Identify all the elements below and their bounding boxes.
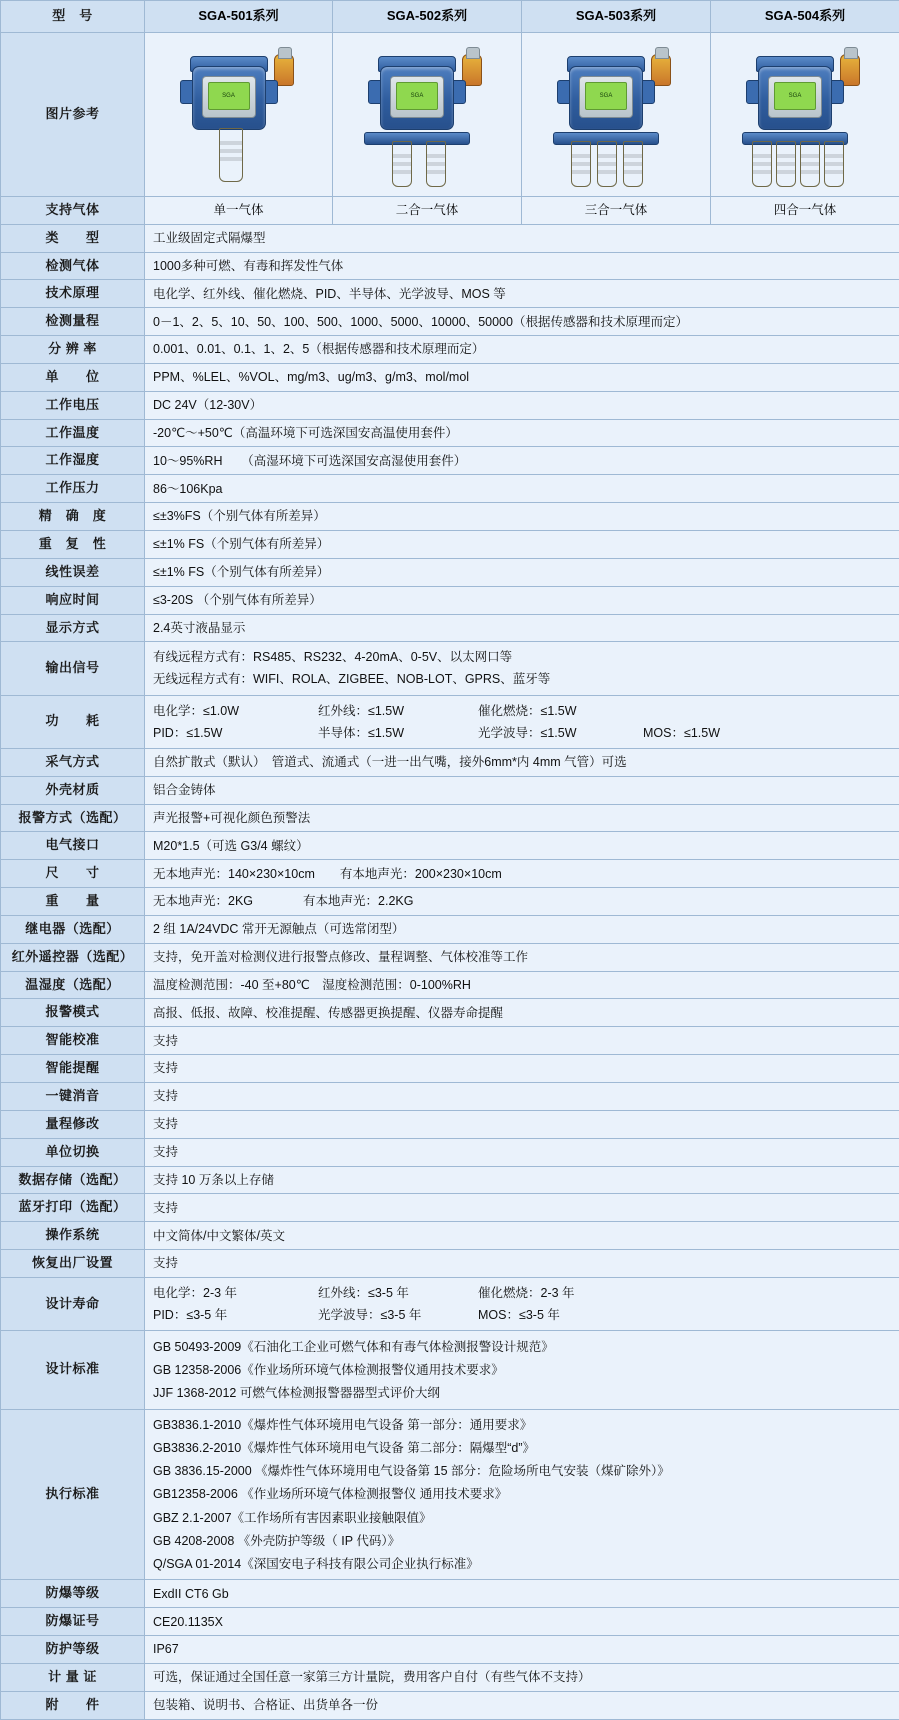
sensor-probe <box>219 128 243 182</box>
row-value-output-signal <box>145 642 899 695</box>
row-value: 0.001、0.01、0.1、1、2、5（根据传感器和技术原理而定） <box>145 336 899 364</box>
row-value: 铝合金铸体 <box>145 776 899 804</box>
standard-item: GB3836.2-2010《爆炸性气体环境用电气设备 第二部分：隔爆型“d”》 <box>153 1437 891 1460</box>
row-label: 防爆等级 <box>1 1580 145 1608</box>
table-row-design-standards <box>1 1331 899 1409</box>
table-row <box>1 503 899 531</box>
row-label: 工作温度 <box>1 419 145 447</box>
table-row-output-signal <box>1 642 899 695</box>
table-row <box>1 308 899 336</box>
row-value: 声光报警+可视化颜色预警法 <box>145 804 899 832</box>
row-label: 采气方式 <box>1 748 145 776</box>
row-value: 自然扩散式（默认） 管道式、流通式（一进一出气嘴，接外6mm*内 4mm 气管）可选 <box>145 748 899 776</box>
row-label-exec-standards: 执行标准 <box>1 1409 145 1580</box>
row-label: 单位切换 <box>1 1138 145 1166</box>
gas-support-2: 二合一气体 <box>333 196 522 224</box>
table-row <box>1 586 899 614</box>
table-row <box>1 888 899 916</box>
row-label-gas-support: 支持气体 <box>1 196 145 224</box>
standard-item: GBZ 2.1-2007《工作场所有害因素职业接触限值》 <box>153 1506 891 1529</box>
life-item: 光学波导：≤3-5 年 <box>318 1306 478 1324</box>
table-row <box>1 530 899 558</box>
sensor-probe <box>623 141 643 187</box>
sensor-probe <box>571 141 591 187</box>
row-value: 2 组 1A/24VDC 常开无源触点（可选常闭型） <box>145 915 899 943</box>
row-label: 继电器（选配） <box>1 915 145 943</box>
table-row <box>1 419 899 447</box>
model-cell-3: SGA-503系列 <box>522 1 711 33</box>
power-item: MOS：≤1.5W <box>643 724 720 742</box>
life-line-2 <box>153 1304 891 1326</box>
sensor-probe <box>776 141 796 187</box>
row-label: 计 量 证 <box>1 1663 145 1691</box>
table-row <box>1 1110 899 1138</box>
table-row <box>1 1222 899 1250</box>
power-line-1 <box>153 700 891 722</box>
row-value: 可选，保证通过全国任意一家第三方计量院，费用客户自付（有些气体不支持） <box>145 1663 899 1691</box>
standard-item: JJF 1368-2012 可燃气体检测报警器器型式评价大纲 <box>153 1381 891 1404</box>
sensor-probe <box>426 141 446 187</box>
row-label: 类 型 <box>1 224 145 252</box>
table-row <box>1 1608 899 1636</box>
row-value: ExdII CT6 Gb <box>145 1580 899 1608</box>
row-label: 报警模式 <box>1 999 145 1027</box>
gas-support-1: 单一气体 <box>145 196 333 224</box>
row-label: 温湿度（选配） <box>1 971 145 999</box>
row-label: 检测量程 <box>1 308 145 336</box>
row-value: 工业级固定式隔爆型 <box>145 224 899 252</box>
row-label: 数据存储（选配） <box>1 1166 145 1194</box>
product-image-2 <box>333 32 522 196</box>
power-line-2 <box>153 722 891 744</box>
row-label: 防爆证号 <box>1 1608 145 1636</box>
row-value: ≤±1% FS（个别气体有所差异） <box>145 530 899 558</box>
sensor-probe <box>597 141 617 187</box>
row-value: 支持 <box>145 1055 899 1083</box>
row-value: 支持 <box>145 1138 899 1166</box>
row-label: 红外遥控器（选配） <box>1 943 145 971</box>
life-item: 电化学：2-3 年 <box>153 1284 318 1302</box>
row-label: 分 辨 率 <box>1 336 145 364</box>
table-row <box>1 1636 899 1664</box>
life-item: MOS：≤3-5 年 <box>478 1306 560 1324</box>
table-row <box>1 558 899 586</box>
row-label: 一键消音 <box>1 1082 145 1110</box>
table-row <box>1 1663 899 1691</box>
row-value: 支持，免开盖对检测仪进行报警点修改、量程调整、气体校准等工作 <box>145 943 899 971</box>
row-label: 工作电压 <box>1 391 145 419</box>
sensor-probe <box>752 141 772 187</box>
row-value: 支持 <box>145 1110 899 1138</box>
standard-item: Q/SGA 01-2014《深国安电子科技有限公司企业执行标准》 <box>153 1552 891 1575</box>
row-label: 技术原理 <box>1 280 145 308</box>
row-value: 温度检测范围：-40 至+80℃ 湿度检测范围：0-100%RH <box>145 971 899 999</box>
device-manifold <box>364 132 470 145</box>
table-row <box>1 363 899 391</box>
row-value: ≤±3%FS（个别气体有所差异） <box>145 503 899 531</box>
row-value: 高报、低报、故障、校准提醒、传感器更换提醒、仪器寿命提醒 <box>145 999 899 1027</box>
table-row <box>1 860 899 888</box>
row-value: 无本地声光：2KG 有本地声光：2.2KG <box>145 888 899 916</box>
table-row-exec-standards <box>1 1409 899 1580</box>
product-image-4 <box>711 32 899 196</box>
output-line-wired: 有线远程方式有：RS485、RS232、4-20mA、0-5V、以太网口等 <box>153 646 891 668</box>
gas-support-3: 三合一气体 <box>522 196 711 224</box>
life-item: 催化燃烧：2-3 年 <box>478 1284 575 1302</box>
output-line-wireless: 无线远程方式有：WIFI、ROLA、ZIGBEE、NOB-LOT、GPRS、蓝牙等 <box>153 668 891 690</box>
row-value: DC 24V（12-30V） <box>145 391 899 419</box>
row-label: 智能校准 <box>1 1027 145 1055</box>
row-value-design-life <box>145 1277 899 1330</box>
table-row <box>1 252 899 280</box>
device-illustration-502 <box>352 40 502 188</box>
table-row <box>1 1138 899 1166</box>
table-row <box>1 999 899 1027</box>
row-label-output-signal: 输出信号 <box>1 642 145 695</box>
row-label: 防护等级 <box>1 1636 145 1664</box>
row-label: 重 量 <box>1 888 145 916</box>
table-row <box>1 224 899 252</box>
product-image-1 <box>145 32 333 196</box>
table-row <box>1 1691 899 1719</box>
row-label: 工作压力 <box>1 475 145 503</box>
model-cell-1: SGA-501系列 <box>145 1 333 33</box>
row-label: 尺 寸 <box>1 860 145 888</box>
standard-item: GB 3836.15-2000 《爆炸性气体环境用电气设备第 15 部分：危险场所电气安装（煤矿除外）》 <box>153 1460 891 1483</box>
sensor-probe <box>392 141 412 187</box>
table-row <box>1 447 899 475</box>
row-value-exec-standards <box>145 1409 899 1580</box>
power-item: 光学波导：≤1.5W <box>478 724 643 742</box>
table-row-model <box>1 1 899 33</box>
row-value: 0－1、2、5、10、50、100、500、1000、5000、10000、50000（根据传感器和技术原理而定） <box>145 308 899 336</box>
table-row-gas-support <box>1 196 899 224</box>
power-item: 半导体：≤1.5W <box>318 724 478 742</box>
row-value: 支持 <box>145 1250 899 1278</box>
table-row <box>1 1194 899 1222</box>
row-value: -20℃～+50℃（高温环境下可选深国安高温使用套件） <box>145 419 899 447</box>
power-item: 电化学：≤1.0W <box>153 702 318 720</box>
row-value: CE20.1135X <box>145 1608 899 1636</box>
row-label: 附 件 <box>1 1691 145 1719</box>
row-label: 恢复出厂设置 <box>1 1250 145 1278</box>
row-value: PPM、%LEL、%VOL、mg/m3、ug/m3、g/m3、mol/mol <box>145 363 899 391</box>
table-row <box>1 1082 899 1110</box>
standard-item: GB 50493-2009《石油化工企业可燃气体和有毒气体检测报警设计规范》 <box>153 1335 891 1358</box>
table-row <box>1 832 899 860</box>
row-value: 支持 <box>145 1082 899 1110</box>
gas-support-4: 四合一气体 <box>711 196 899 224</box>
table-row-power <box>1 695 899 748</box>
row-label: 线性误差 <box>1 558 145 586</box>
row-label: 量程修改 <box>1 1110 145 1138</box>
row-label: 电气接口 <box>1 832 145 860</box>
table-row-images <box>1 32 899 196</box>
life-item: 红外线：≤3-5 年 <box>318 1284 478 1302</box>
row-label: 外壳材质 <box>1 776 145 804</box>
table-row <box>1 475 899 503</box>
row-value: 支持 10 万条以上存储 <box>145 1166 899 1194</box>
row-label-images: 图片参考 <box>1 32 145 196</box>
row-value: 电化学、红外线、催化燃烧、PID、半导体、光学波导、MOS 等 <box>145 280 899 308</box>
table-row <box>1 391 899 419</box>
row-label: 检测气体 <box>1 252 145 280</box>
standard-item: GB 4208-2008 《外壳防护等级（ IP 代码）》 <box>153 1529 891 1552</box>
table-row <box>1 1250 899 1278</box>
product-image-3 <box>522 32 711 196</box>
table-row <box>1 804 899 832</box>
model-cell-2: SGA-502系列 <box>333 1 522 33</box>
sensor-probe <box>800 141 820 187</box>
table-row <box>1 336 899 364</box>
row-label-model: 型 号 <box>1 1 145 33</box>
power-item: PID：≤1.5W <box>153 724 318 742</box>
power-item: 催化燃烧：≤1.5W <box>478 702 577 720</box>
row-value: IP67 <box>145 1636 899 1664</box>
row-value: 86～106Kpa <box>145 475 899 503</box>
row-label: 显示方式 <box>1 614 145 642</box>
standard-item: GB12358-2006 《作业场所环境气体检测报警仪 通用技术要求》 <box>153 1483 891 1506</box>
device-screen: SGA <box>396 82 438 110</box>
device-screen: SGA <box>585 82 627 110</box>
power-item: 红外线：≤1.5W <box>318 702 478 720</box>
row-label: 响应时间 <box>1 586 145 614</box>
row-label-power: 功 耗 <box>1 695 145 748</box>
row-label-design-standards: 设计标准 <box>1 1331 145 1409</box>
standard-item: GB3836.1-2010《爆炸性气体环境用电气设备 第一部分：通用要求》 <box>153 1414 891 1437</box>
row-label: 精 确 度 <box>1 503 145 531</box>
table-row <box>1 1027 899 1055</box>
row-value: 2.4英寸液晶显示 <box>145 614 899 642</box>
row-value: ≤3-20S （个别气体有所差异） <box>145 586 899 614</box>
device-illustration-504 <box>730 40 880 188</box>
device-illustration-501 <box>164 40 314 188</box>
sensor-probe <box>824 141 844 187</box>
row-label: 操作系统 <box>1 1222 145 1250</box>
table-row <box>1 1580 899 1608</box>
device-screen: SGA <box>208 82 250 110</box>
life-item: PID：≤3-5 年 <box>153 1306 318 1324</box>
row-value-power <box>145 695 899 748</box>
row-value: 1000多种可燃、有毒和挥发性气体 <box>145 252 899 280</box>
row-label: 单 位 <box>1 363 145 391</box>
row-value: 中文简体/中文繁体/英文 <box>145 1222 899 1250</box>
row-label: 工作湿度 <box>1 447 145 475</box>
device-illustration-503 <box>541 40 691 188</box>
row-label: 蓝牙打印（选配） <box>1 1194 145 1222</box>
table-row <box>1 971 899 999</box>
table-row <box>1 1166 899 1194</box>
table-row <box>1 943 899 971</box>
row-value: ≤±1% FS（个别气体有所差异） <box>145 558 899 586</box>
table-row <box>1 614 899 642</box>
row-label-design-life: 设计寿命 <box>1 1277 145 1330</box>
row-value-design-standards <box>145 1331 899 1409</box>
row-value: 无本地声光：140×230×10cm 有本地声光：200×230×10cm <box>145 860 899 888</box>
row-value: 支持 <box>145 1027 899 1055</box>
table-row <box>1 915 899 943</box>
life-line-1 <box>153 1282 891 1304</box>
table-row <box>1 1055 899 1083</box>
table-row <box>1 776 899 804</box>
table-row-design-life <box>1 1277 899 1330</box>
row-label: 智能提醒 <box>1 1055 145 1083</box>
device-screen: SGA <box>774 82 816 110</box>
row-value: 10～95%RH （高湿环境下可选深国安高湿使用套件） <box>145 447 899 475</box>
table-row <box>1 748 899 776</box>
row-label: 重 复 性 <box>1 530 145 558</box>
row-value: M20*1.5（可选 G3/4 螺纹） <box>145 832 899 860</box>
table-row <box>1 280 899 308</box>
standard-item: GB 12358-2006《作业场所环境气体检测报警仪通用技术要求》 <box>153 1358 891 1381</box>
row-value: 包装箱、说明书、合格证、出货单各一份 <box>145 1691 899 1719</box>
model-cell-4: SGA-504系列 <box>711 1 899 33</box>
row-value: 支持 <box>145 1194 899 1222</box>
row-label: 报警方式（选配） <box>1 804 145 832</box>
